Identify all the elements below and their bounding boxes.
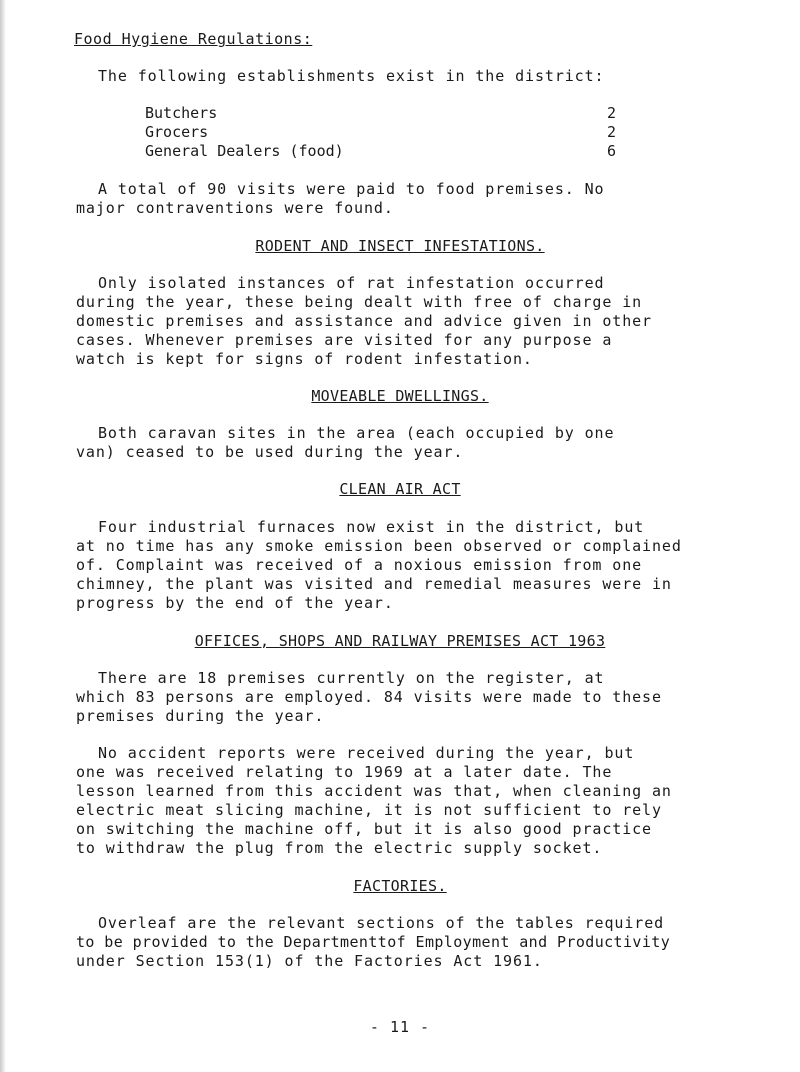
paragraph-line: cases. Whenever premises are visited for any purpose a	[76, 331, 613, 349]
section-heading-rodent: RODENT AND INSECT INFESTATIONS.	[255, 237, 545, 255]
paragraph-line: Overleaf are the relevant sections of the tables required	[98, 914, 665, 932]
paragraph-line: Four industrial furnaces now exist in the district, but	[98, 518, 645, 536]
paragraph-line: at no time has any smoke emission been observed or complained	[76, 537, 682, 555]
paragraph-line: domestic premises and assistance and advice given in other	[76, 312, 652, 330]
paragraph-line: under Section 153(1) of the Factories Act 1961.	[76, 952, 543, 970]
paragraph-line: of. Complaint was received of a noxious emission from one	[76, 556, 643, 574]
section-heading-factories: FACTORIES.	[353, 877, 447, 895]
paragraph-line: No accident reports were received during the year, but	[98, 744, 635, 762]
food-visits-line: A total of 90 visits were paid to food premises. No	[98, 180, 605, 198]
section-heading-offices: OFFICES, SHOPS AND RAILWAY PREMISES ACT 1963	[194, 632, 606, 650]
establishment-count: 2	[607, 123, 617, 141]
establishment-label: General Dealers (food)	[145, 142, 344, 160]
paragraph-line: There are 18 premises currently on the register, at	[98, 669, 605, 687]
page-title: Food Hygiene Regulations:	[74, 30, 313, 48]
paragraph-line: to be provided to the Departmenttof Employment and Productivity	[76, 933, 671, 951]
food-visits-line: major contraventions were found.	[76, 199, 394, 217]
establishment-label: Grocers	[145, 123, 209, 141]
paragraph-line: Only isolated instances of rat infestation occurred	[98, 274, 605, 292]
paragraph-line: Both caravan sites in the area (each occupied by one	[98, 424, 615, 442]
paragraph-line: one was received relating to 1969 at a later date. The	[76, 763, 613, 781]
paragraph-line: lesson learned from this accident was that, when cleaning an	[76, 782, 672, 800]
paragraph-line: to withdraw the plug from the electric supply socket.	[76, 839, 603, 857]
section-heading-clean-air: CLEAN AIR ACT	[339, 480, 461, 498]
paragraph-line: chimney, the plant was visited and remedial measures were in	[76, 575, 672, 593]
paragraph-line: on switching the machine off, but it is also good practice	[76, 820, 652, 838]
section-heading-moveable: MOVEABLE DWELLINGS.	[311, 387, 489, 405]
paragraph-line: watch is kept for signs of rodent infestation.	[76, 350, 533, 368]
paragraph-line: electric meat slicing machine, it is not sufficient to rely	[76, 801, 662, 819]
paragraph-line: van) ceased to be used during the year.	[76, 443, 464, 461]
paragraph-line: premises during the year.	[76, 707, 325, 725]
paragraph-line: which 83 persons are employed. 84 visits were made to these	[76, 688, 662, 706]
scan-edge-shadow	[0, 0, 6, 1072]
establishment-count: 6	[607, 142, 617, 160]
establishment-count: 2	[607, 104, 617, 122]
intro-line: The following establishments exist in the district:	[98, 67, 605, 85]
paragraph-line: progress by the end of the year.	[76, 594, 394, 612]
establishment-label: Butchers	[145, 104, 218, 122]
page-number: - 11 -	[369, 1018, 431, 1036]
paragraph-line: during the year, these being dealt with free of charge in	[76, 293, 643, 311]
